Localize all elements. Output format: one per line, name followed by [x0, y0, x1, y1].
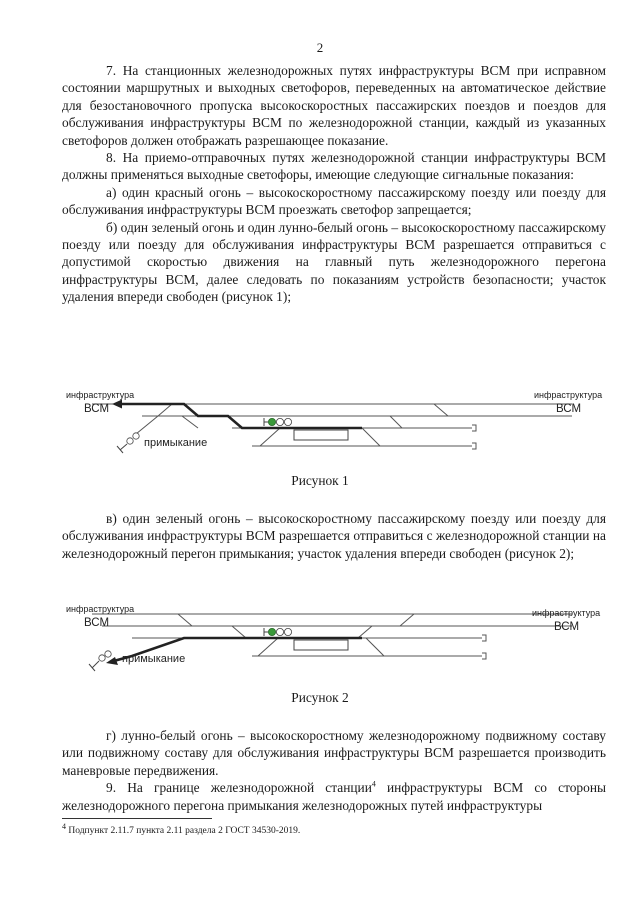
left-label-1: инфраструктура	[66, 604, 135, 614]
paragraph-9	[62, 779, 606, 814]
green-light-icon	[268, 628, 275, 635]
body-text-middle	[62, 510, 606, 562]
paragraph-8: 8. На приемо-отправочных путях железнодорожной станции инфраструктуры ВСМ должны применяться выходные светофоры, имеющие следующие сигнальные показания:	[62, 150, 606, 183]
figure-2	[62, 600, 606, 680]
route-arrow-icon	[106, 657, 118, 665]
left-label-1: инфраструктура	[66, 390, 135, 400]
right-label-1: инфраструктура	[534, 390, 603, 400]
red-light-off-icon	[284, 418, 291, 425]
item-v: в) один зеленый огонь – высокоскоростному пассажирскому поезду или поезду для обслуживания инфраструктуры ВСМ разрешается отправиться с железнодорожной станции на железнодорожный перегон примыкания; участок удаления впереди свободен (рисунок 2);	[62, 511, 606, 561]
route-arrow-icon	[112, 400, 122, 409]
exit-signal	[264, 418, 292, 426]
white-light-icon	[276, 418, 283, 425]
footnote	[62, 821, 301, 836]
figure-1-caption: Рисунок 1	[291, 473, 349, 488]
body-text-top	[62, 62, 606, 306]
junction-label: примыкание	[144, 437, 208, 449]
paragraph-9-end: инфраструктуры ВСМ со стороны железнодорожного перегона примыкания железнодорожных путей инфраструктуры	[62, 780, 606, 813]
red-light-off-icon	[284, 628, 291, 635]
left-label-2: ВСМ	[84, 403, 110, 415]
figure-2-caption: Рисунок 2	[291, 690, 349, 705]
footnote-ref: 4	[371, 779, 376, 789]
right-label-2: ВСМ	[554, 621, 580, 633]
junction-signal	[89, 651, 111, 671]
junction-signal	[117, 433, 139, 453]
paragraph-9-start: 9. На границе железнодорожной станции	[106, 780, 372, 796]
left-label-2: ВСМ	[84, 617, 110, 629]
item-b: б) один зеленый огонь и один лунно-белый огонь – высокоскоростному пассажирскому поезду или поезду для обслуживания инфраструктуры ВСМ разрешается отправиться с допустимой скоростью движения на главный путь железнодорожного перегона инфраструктуры ВСМ, далее следовать по показаниям устройств безопасности; участок удаления впереди свободен (рисунок 1);	[62, 219, 606, 305]
exit-signal	[264, 628, 292, 636]
right-label-2: ВСМ	[556, 403, 582, 415]
footnote-divider	[62, 818, 212, 819]
item-a: а) один красный огонь – высокоскоростному пассажирскому поезду или поезду для обслуживания инфраструктуры ВСМ проезжать светофор запрещается;	[62, 184, 606, 218]
footnote-text: Подпункт 2.11.7 пункта 2.11 раздела 2 ГОСТ 34530-2019.	[66, 826, 301, 836]
item-g: г) лунно-белый огонь – высокоскоростному железнодорожному подвижному составу или подвижному составу для обслуживания инфраструктуры ВСМ разрешается производить маневровые передвижения.	[62, 728, 606, 778]
right-label-1: инфраструктура	[532, 608, 601, 618]
page-number: 2	[316, 40, 324, 55]
body-text-bottom	[62, 727, 606, 814]
platform	[294, 640, 348, 650]
figure-1	[62, 382, 606, 462]
figure-1-diagram	[62, 382, 606, 462]
paragraph-7: 7. На станционных железнодорожных путях инфраструктуры ВСМ при исправном состоянии маршрутных и выходных светофоров, переведенных на автоматическое действие для безостановочного пропуска высокоскоростных пассажирских поездов и поездов для обслуживания инфраструктуры ВСМ по железнодорожной станции, каждый из указанных светофоров должен отображать разрешающее показание.	[62, 63, 606, 148]
figure-2-diagram	[62, 600, 606, 680]
white-light-off-icon	[276, 628, 283, 635]
junction-label: примыкание	[122, 653, 186, 665]
green-light-icon	[268, 418, 275, 425]
footnote-number: 4	[62, 821, 66, 831]
platform	[294, 430, 348, 440]
